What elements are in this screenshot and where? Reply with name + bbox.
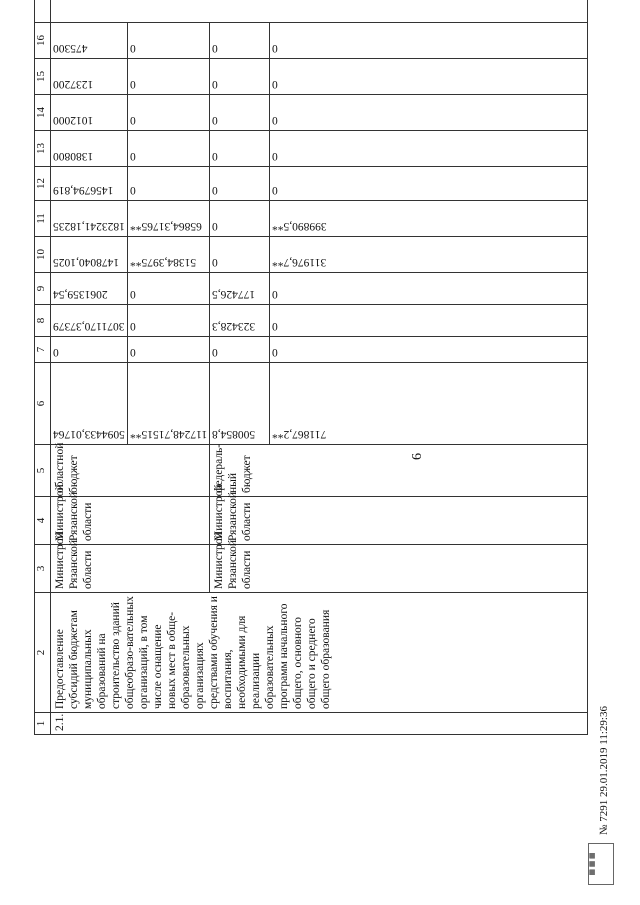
- header-cell: [35, 0, 51, 23]
- value-text: 0: [272, 150, 278, 162]
- value-cell: [51, 201, 128, 237]
- header-cell: 15: [35, 59, 51, 95]
- value-cell: [270, 131, 588, 167]
- value-text: 0: [129, 346, 136, 358]
- value-cell: [127, 337, 209, 363]
- value-text: 1237200: [53, 78, 94, 90]
- row-number: 2.1.: [51, 713, 588, 735]
- value-cell: [210, 167, 270, 201]
- value-text: 0: [212, 220, 218, 232]
- value-cell: [210, 95, 270, 131]
- value-cell: [210, 363, 270, 445]
- header-cell: 11: [35, 201, 51, 237]
- header-cell: 10: [35, 237, 51, 273]
- value-text: 65864,31765**: [129, 220, 202, 232]
- value-text: 3071170,37379: [53, 320, 125, 332]
- value-cell: [210, 305, 270, 337]
- value-text: 0: [272, 320, 278, 332]
- header-cell: 4: [35, 497, 51, 545]
- value-text: 0: [272, 184, 278, 196]
- customer-cell: Министрой Рязанской области: [51, 497, 210, 545]
- value-cell: [270, 273, 588, 305]
- value-text: 0: [272, 114, 278, 126]
- executor-cell: Министрой Рязанской области: [210, 545, 588, 593]
- value-text: 0: [129, 150, 136, 162]
- value-cell: [51, 23, 128, 59]
- value-text: 0: [212, 114, 218, 126]
- value-cell: [127, 23, 209, 59]
- value-cell: [51, 167, 128, 201]
- value-cell: [270, 363, 588, 445]
- value-cell: [127, 167, 209, 201]
- value-text: 500854,8: [212, 428, 256, 440]
- value-cell: [127, 273, 209, 305]
- value-text: 711867,2**: [272, 428, 327, 440]
- value-text: 1478040,1025: [53, 256, 120, 268]
- header-cell: 7: [35, 337, 51, 363]
- executor-cell: Министрой Рязанской области: [51, 545, 210, 593]
- value-cell: [270, 23, 588, 59]
- value-cell: [210, 337, 270, 363]
- header-row: [35, 0, 51, 735]
- header-cell: 2: [35, 593, 51, 713]
- value-cell: [127, 59, 209, 95]
- header-cell: 8: [35, 305, 51, 337]
- header-cell: 16: [35, 23, 51, 59]
- value-text: 0: [212, 42, 218, 54]
- header-cell: 6: [35, 363, 51, 445]
- value-text: 0: [272, 346, 278, 358]
- value-cell: [127, 305, 209, 337]
- value-cell: [270, 337, 588, 363]
- value-text: 5094433,01764: [53, 428, 125, 440]
- value-text: 399890,5**: [272, 220, 327, 232]
- value-cell: [51, 363, 128, 445]
- value-text: 0: [272, 288, 278, 300]
- value-cell: [127, 131, 209, 167]
- value-cell: [210, 237, 270, 273]
- value-cell: [51, 95, 128, 131]
- value-cell: [270, 201, 588, 237]
- value-cell: [127, 237, 209, 273]
- value-text: 323428,3: [212, 320, 256, 332]
- value-cell: [270, 167, 588, 201]
- value-text: 0: [212, 256, 218, 268]
- header-cell: 5: [35, 445, 51, 497]
- registration-stamp-icon: ▦ ▦ ▦: [588, 843, 614, 885]
- header-cell: 12: [35, 167, 51, 201]
- value-cell: [210, 201, 270, 237]
- value-text: 1012000: [53, 114, 94, 126]
- value-text: 1456794,819: [53, 184, 114, 196]
- value-text: 0: [272, 78, 278, 90]
- page-number: 6: [410, 453, 425, 460]
- funding-source-cell: федераль-ный бюджет: [210, 445, 588, 497]
- value-cell: [51, 131, 128, 167]
- value-cell: [127, 363, 209, 445]
- registration-footer: № 7291 29.01.2019 11:29:36: [598, 706, 610, 835]
- value-cell: [210, 23, 270, 59]
- notes-cell: [51, 0, 588, 23]
- customer-cell: Министрой Рязанской области: [210, 497, 588, 545]
- value-text: 0: [212, 150, 218, 162]
- value-text: 0: [212, 346, 218, 358]
- value-text: 117248,71515**: [129, 428, 208, 440]
- value-cell: [51, 305, 128, 337]
- value-text: 0: [129, 78, 136, 90]
- value-cell: [270, 305, 588, 337]
- value-text: 51384,3975**: [129, 256, 196, 268]
- value-text: 2061359,54: [53, 288, 108, 300]
- value-text: 475300: [53, 42, 88, 54]
- header-cell: 3: [35, 545, 51, 593]
- value-cell: [270, 237, 588, 273]
- value-cell: [51, 237, 128, 273]
- header-cell: 9: [35, 273, 51, 305]
- value-text: 0: [53, 346, 59, 358]
- value-text: 0: [129, 288, 136, 300]
- value-cell: [51, 337, 128, 363]
- measure-name: Предоставление субсидий бюджетам муниципальных образований на строительство зданий общеобразо-вательных организаций, в том числе оснащение новых мест в обще-образовательных организациях средствами обучения и воспитания, необходимыми для реализации образовательных программ начального общего, основного общего и среднего общего образования: [51, 593, 588, 713]
- budget-table: [34, 0, 588, 735]
- funding-source-cell: областной бюджет: [51, 445, 210, 497]
- value-text: 1380800: [53, 150, 94, 162]
- table-row: [51, 0, 128, 735]
- value-text: 177426,5: [212, 288, 256, 300]
- value-text: 0: [129, 42, 136, 54]
- value-cell: [51, 59, 128, 95]
- value-cell: [210, 273, 270, 305]
- value-text: 1823241,18235: [53, 220, 125, 232]
- value-cell: [270, 95, 588, 131]
- value-cell: [127, 95, 209, 131]
- value-cell: [127, 201, 209, 237]
- header-cell: 1: [35, 713, 51, 735]
- value-cell: [210, 59, 270, 95]
- header-cell: 13: [35, 131, 51, 167]
- value-text: 0: [129, 320, 136, 332]
- value-text: 0: [212, 184, 218, 196]
- value-text: 0: [272, 42, 278, 54]
- value-cell: [210, 131, 270, 167]
- value-text: 311976,7**: [272, 256, 327, 268]
- value-cell: [270, 59, 588, 95]
- value-text: 0: [212, 78, 218, 90]
- header-cell: 14: [35, 95, 51, 131]
- value-text: 0: [129, 114, 136, 126]
- value-text: 0: [129, 184, 136, 196]
- value-cell: [51, 273, 128, 305]
